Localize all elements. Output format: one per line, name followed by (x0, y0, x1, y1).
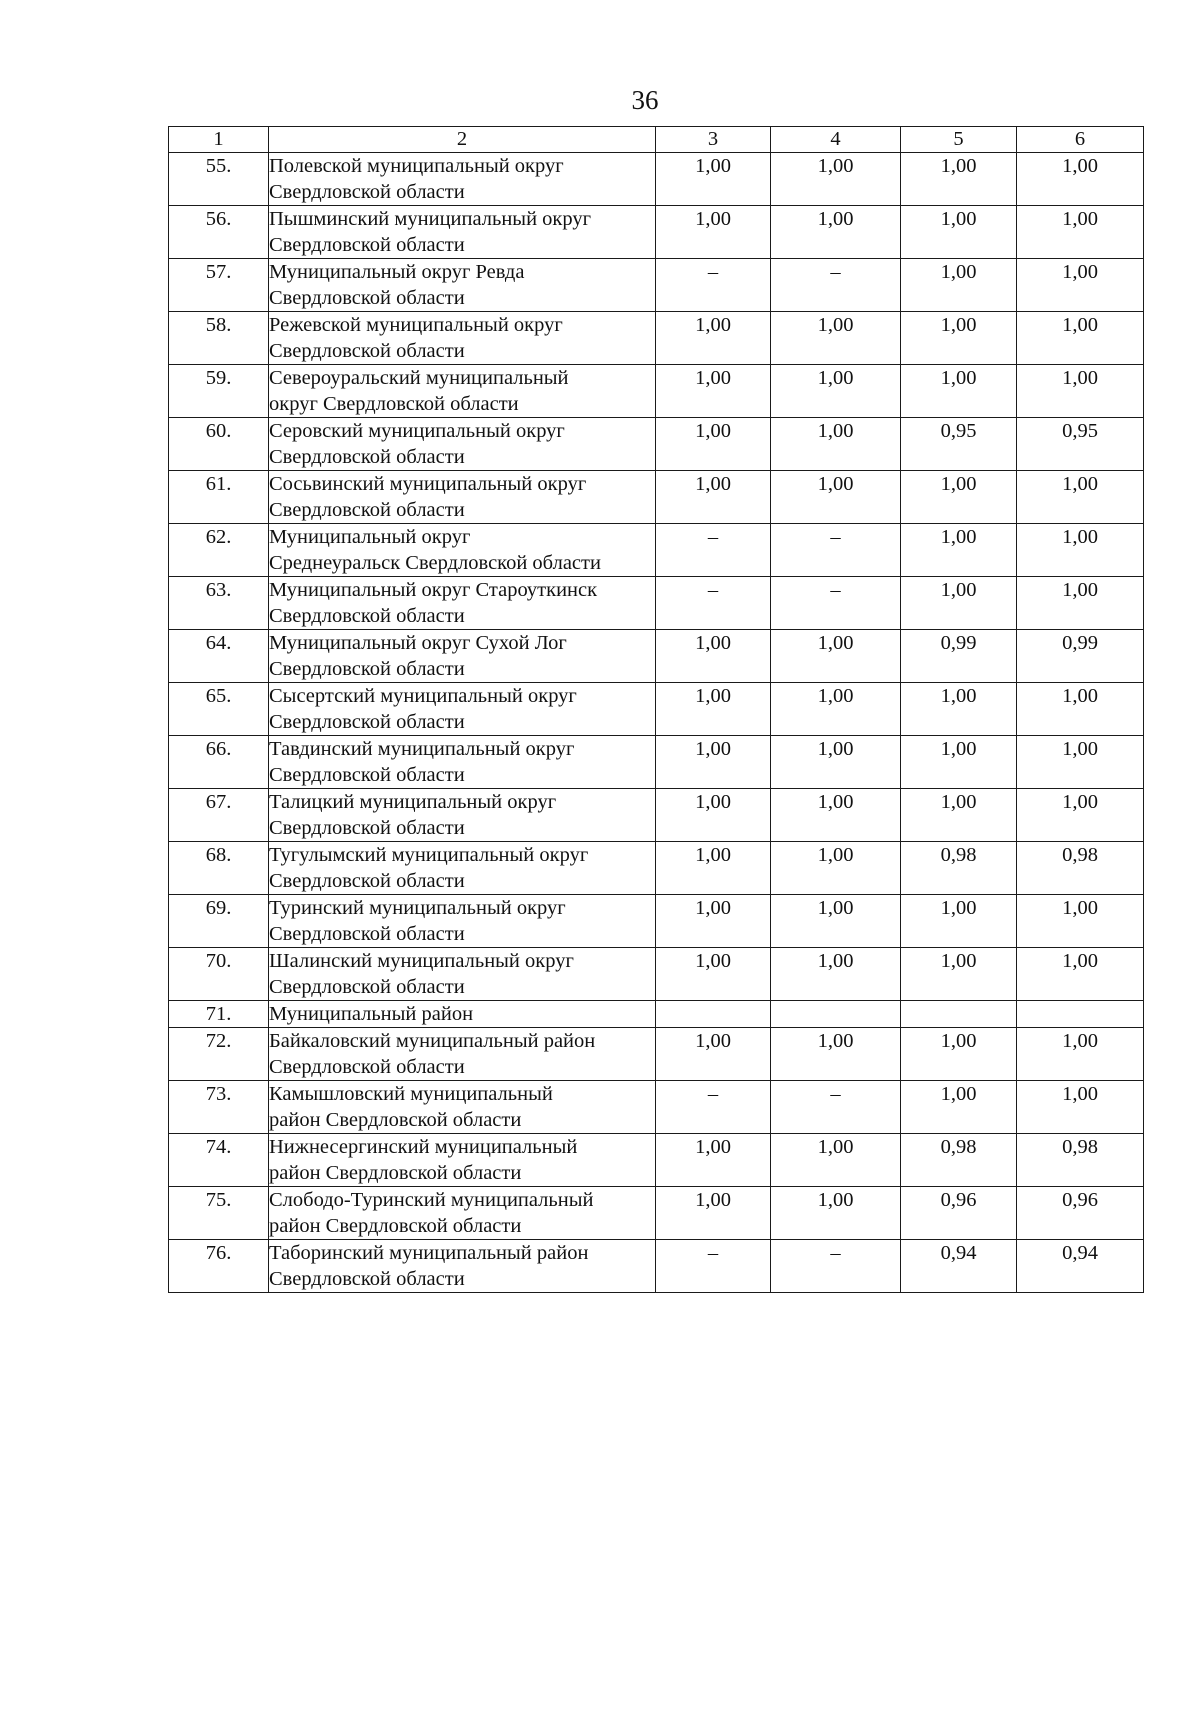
municipality-name-line: Свердловской области (269, 870, 465, 892)
row-number: 72. (169, 1028, 269, 1081)
municipality-name-line: район Свердловской области (269, 1162, 522, 1184)
table-row (169, 153, 1144, 206)
municipality-name-line: Муниципальный район (269, 1003, 474, 1025)
table-row (169, 1001, 1144, 1028)
value-col-4: 1,00 (771, 1134, 901, 1187)
column-header: 1 (169, 127, 269, 153)
municipality-name-line: Серовский муниципальный округ (269, 420, 565, 442)
municipality-name-line: Муниципальный округ Сухой Лог (269, 632, 567, 654)
value-col-6: 1,00 (1017, 471, 1144, 524)
municipality-name-line: Свердловской области (269, 1268, 465, 1290)
table-row (169, 206, 1144, 259)
row-number: 57. (169, 259, 269, 312)
row-number: 76. (169, 1240, 269, 1293)
value-col-5: 0,94 (901, 1240, 1017, 1293)
row-number: 60. (169, 418, 269, 471)
row-number: 74. (169, 1134, 269, 1187)
municipality-name (269, 630, 656, 683)
row-number: 66. (169, 736, 269, 789)
column-header: 3 (656, 127, 771, 153)
value-col-6: 1,00 (1017, 1081, 1144, 1134)
table-row (169, 471, 1144, 524)
table-body (169, 153, 1144, 1293)
row-number: 67. (169, 789, 269, 842)
municipality-name-line: Пышминский муниципальный округ (269, 208, 592, 230)
value-col-4: – (771, 524, 901, 577)
value-col-6: 1,00 (1017, 524, 1144, 577)
value-col-5: 1,00 (901, 1028, 1017, 1081)
page-number: 36 (631, 85, 659, 115)
value-col-6: 1,00 (1017, 1028, 1144, 1081)
table-header-row (169, 127, 1144, 153)
row-number: 59. (169, 365, 269, 418)
row-number: 69. (169, 895, 269, 948)
value-col-3: 1,00 (656, 1134, 771, 1187)
value-col-4: – (771, 1081, 901, 1134)
value-col-5: 1,00 (901, 524, 1017, 577)
municipality-name-line: Режевской муниципальный округ (269, 314, 563, 336)
value-col-5: 1,00 (901, 1081, 1017, 1134)
municipality-name-line: район Свердловской области (269, 1215, 522, 1237)
value-col-4: – (771, 1240, 901, 1293)
value-col-5: 1,00 (901, 259, 1017, 312)
value-col-3: 1,00 (656, 683, 771, 736)
table-row (169, 842, 1144, 895)
municipality-name (269, 1028, 656, 1081)
municipality-name-line: Муниципальный округ Староуткинск (269, 579, 598, 601)
value-col-5: 0,99 (901, 630, 1017, 683)
municipality-name (269, 1134, 656, 1187)
municipality-name-line: Свердловской области (269, 605, 465, 627)
value-col-6: 1,00 (1017, 206, 1144, 259)
value-col-4: 1,00 (771, 948, 901, 1001)
municipality-name-line: Свердловской области (269, 181, 465, 203)
value-col-4: 1,00 (771, 895, 901, 948)
table-row (169, 365, 1144, 418)
value-col-4: 1,00 (771, 630, 901, 683)
municipality-name-line: Свердловской области (269, 817, 465, 839)
value-col-5 (901, 1001, 1017, 1028)
municipality-name-line: Свердловской области (269, 287, 465, 309)
municipality-name-line: Свердловской области (269, 234, 465, 256)
municipality-name (269, 471, 656, 524)
value-col-4: 1,00 (771, 471, 901, 524)
value-col-6: 1,00 (1017, 153, 1144, 206)
municipality-name-line: Свердловской области (269, 446, 465, 468)
table-row (169, 1134, 1144, 1187)
row-number: 62. (169, 524, 269, 577)
table-row (169, 524, 1144, 577)
value-col-3: 1,00 (656, 1028, 771, 1081)
value-col-3: – (656, 1240, 771, 1293)
municipality-name (269, 259, 656, 312)
table-row (169, 1081, 1144, 1134)
table-row (169, 948, 1144, 1001)
value-col-5: 1,00 (901, 206, 1017, 259)
value-col-5: 0,98 (901, 1134, 1017, 1187)
value-col-3: 1,00 (656, 206, 771, 259)
row-number: 65. (169, 683, 269, 736)
value-col-4: 1,00 (771, 842, 901, 895)
value-col-4 (771, 1001, 901, 1028)
table-row (169, 1240, 1144, 1293)
value-col-4: 1,00 (771, 312, 901, 365)
municipality-name (269, 683, 656, 736)
value-col-3: 1,00 (656, 418, 771, 471)
table-row (169, 1187, 1144, 1240)
value-col-4: 1,00 (771, 736, 901, 789)
municipality-name (269, 206, 656, 259)
value-col-5: 1,00 (901, 471, 1017, 524)
value-col-3: 1,00 (656, 948, 771, 1001)
municipality-name (269, 365, 656, 418)
row-number: 56. (169, 206, 269, 259)
municipality-name-line: Свердловской области (269, 658, 465, 680)
municipality-name-line: район Свердловской области (269, 1109, 522, 1131)
municipality-name (269, 842, 656, 895)
table-row (169, 683, 1144, 736)
municipality-name-line: Муниципальный округ Ревда (269, 261, 525, 283)
value-col-6: 1,00 (1017, 259, 1144, 312)
value-col-5: 1,00 (901, 895, 1017, 948)
table-row (169, 1028, 1144, 1081)
value-col-6: 1,00 (1017, 895, 1144, 948)
value-col-3: 1,00 (656, 630, 771, 683)
municipality-name (269, 736, 656, 789)
row-number: 55. (169, 153, 269, 206)
row-number: 64. (169, 630, 269, 683)
value-col-3: 1,00 (656, 365, 771, 418)
value-col-4: 1,00 (771, 153, 901, 206)
row-number: 73. (169, 1081, 269, 1134)
value-col-5: 0,96 (901, 1187, 1017, 1240)
value-col-5: 1,00 (901, 789, 1017, 842)
value-col-5: 0,98 (901, 842, 1017, 895)
municipality-name-line: Тугулымский муниципальный округ (269, 844, 589, 866)
municipality-name-line: Свердловской области (269, 499, 465, 521)
value-col-3: 1,00 (656, 471, 771, 524)
table-row (169, 789, 1144, 842)
municipality-name (269, 418, 656, 471)
value-col-3: 1,00 (656, 153, 771, 206)
value-col-5: 1,00 (901, 153, 1017, 206)
value-col-5: 1,00 (901, 736, 1017, 789)
column-header: 2 (269, 127, 656, 153)
value-col-3: – (656, 1081, 771, 1134)
value-col-3 (656, 1001, 771, 1028)
municipality-name-line: Среднеуральск Свердловской области (269, 552, 601, 574)
value-col-4: – (771, 259, 901, 312)
municipality-name-line: Камышловский муниципальный (269, 1083, 553, 1105)
municipality-name-line: Муниципальный округ (269, 526, 471, 548)
table-row (169, 630, 1144, 683)
value-col-6: 1,00 (1017, 683, 1144, 736)
municipality-name-line: Свердловской области (269, 711, 465, 733)
table-row (169, 259, 1144, 312)
value-col-3: – (656, 259, 771, 312)
value-col-3: 1,00 (656, 842, 771, 895)
column-header: 5 (901, 127, 1017, 153)
municipality-name (269, 1187, 656, 1240)
municipality-name-line: Таборинский муниципальный район (269, 1242, 589, 1264)
value-col-5: 1,00 (901, 312, 1017, 365)
municipality-name-line: Байкаловский муниципальный район (269, 1030, 596, 1052)
value-col-5: 1,00 (901, 365, 1017, 418)
municipality-name-line: Нижнесергинский муниципальный (269, 1136, 578, 1158)
municipality-name (269, 312, 656, 365)
value-col-6: 1,00 (1017, 789, 1144, 842)
municipality-name (269, 948, 656, 1001)
value-col-4: 1,00 (771, 418, 901, 471)
value-col-6 (1017, 1001, 1144, 1028)
row-number: 71. (169, 1001, 269, 1028)
value-col-4: 1,00 (771, 1028, 901, 1081)
municipality-name-line: Талицкий муниципальный округ (269, 791, 557, 813)
municipality-name (269, 1001, 656, 1028)
value-col-5: 1,00 (901, 577, 1017, 630)
value-col-6: 0,98 (1017, 842, 1144, 895)
municipality-name (269, 524, 656, 577)
table-row (169, 895, 1144, 948)
municipality-name-line: Шалинский муниципальный округ (269, 950, 574, 972)
municipality-name (269, 789, 656, 842)
value-col-6: 1,00 (1017, 312, 1144, 365)
value-col-4: – (771, 577, 901, 630)
value-col-3: 1,00 (656, 895, 771, 948)
value-col-6: 0,94 (1017, 1240, 1144, 1293)
value-col-6: 0,99 (1017, 630, 1144, 683)
value-col-4: 1,00 (771, 789, 901, 842)
municipality-name-line: округ Свердловской области (269, 393, 519, 415)
value-col-5: 1,00 (901, 948, 1017, 1001)
row-number: 58. (169, 312, 269, 365)
value-col-6: 1,00 (1017, 365, 1144, 418)
municipality-name-line: Свердловской области (269, 976, 465, 998)
value-col-4: 1,00 (771, 1187, 901, 1240)
municipality-name-line: Свердловской области (269, 923, 465, 945)
municipality-name-line: Сысертский муниципальный округ (269, 685, 577, 707)
table-row (169, 736, 1144, 789)
column-header: 6 (1017, 127, 1144, 153)
value-col-4: 1,00 (771, 365, 901, 418)
value-col-6: 1,00 (1017, 948, 1144, 1001)
municipality-name (269, 1240, 656, 1293)
row-number: 70. (169, 948, 269, 1001)
value-col-5: 0,95 (901, 418, 1017, 471)
value-col-6: 1,00 (1017, 736, 1144, 789)
municipality-name (269, 577, 656, 630)
value-col-6: 0,96 (1017, 1187, 1144, 1240)
table-row (169, 312, 1144, 365)
row-number: 63. (169, 577, 269, 630)
municipality-name-line: Свердловской области (269, 340, 465, 362)
table-row (169, 577, 1144, 630)
column-header: 4 (771, 127, 901, 153)
municipality-name-line: Свердловской области (269, 1056, 465, 1078)
municipality-name-line: Тавдинский муниципальный округ (269, 738, 575, 760)
row-number: 75. (169, 1187, 269, 1240)
data-table (168, 126, 1144, 1293)
table-row (169, 418, 1144, 471)
value-col-3: 1,00 (656, 1187, 771, 1240)
municipality-name (269, 895, 656, 948)
row-number: 61. (169, 471, 269, 524)
value-col-5: 1,00 (901, 683, 1017, 736)
municipality-name (269, 153, 656, 206)
value-col-3: – (656, 524, 771, 577)
municipality-name-line: Слободо-Туринский муниципальный (269, 1189, 594, 1211)
value-col-3: 1,00 (656, 736, 771, 789)
value-col-6: 0,98 (1017, 1134, 1144, 1187)
municipality-name-line: Свердловской области (269, 764, 465, 786)
value-col-6: 1,00 (1017, 577, 1144, 630)
municipality-name-line: Сосьвинский муниципальный округ (269, 473, 587, 495)
value-col-3: 1,00 (656, 312, 771, 365)
row-number: 68. (169, 842, 269, 895)
value-col-3: – (656, 577, 771, 630)
municipality-name-line: Североуральский муниципальный (269, 367, 569, 389)
value-col-3: 1,00 (656, 789, 771, 842)
municipality-name-line: Полевской муниципальный округ (269, 155, 564, 177)
value-col-4: 1,00 (771, 683, 901, 736)
value-col-6: 0,95 (1017, 418, 1144, 471)
municipality-name (269, 1081, 656, 1134)
municipality-name-line: Туринский муниципальный округ (269, 897, 566, 919)
value-col-4: 1,00 (771, 206, 901, 259)
